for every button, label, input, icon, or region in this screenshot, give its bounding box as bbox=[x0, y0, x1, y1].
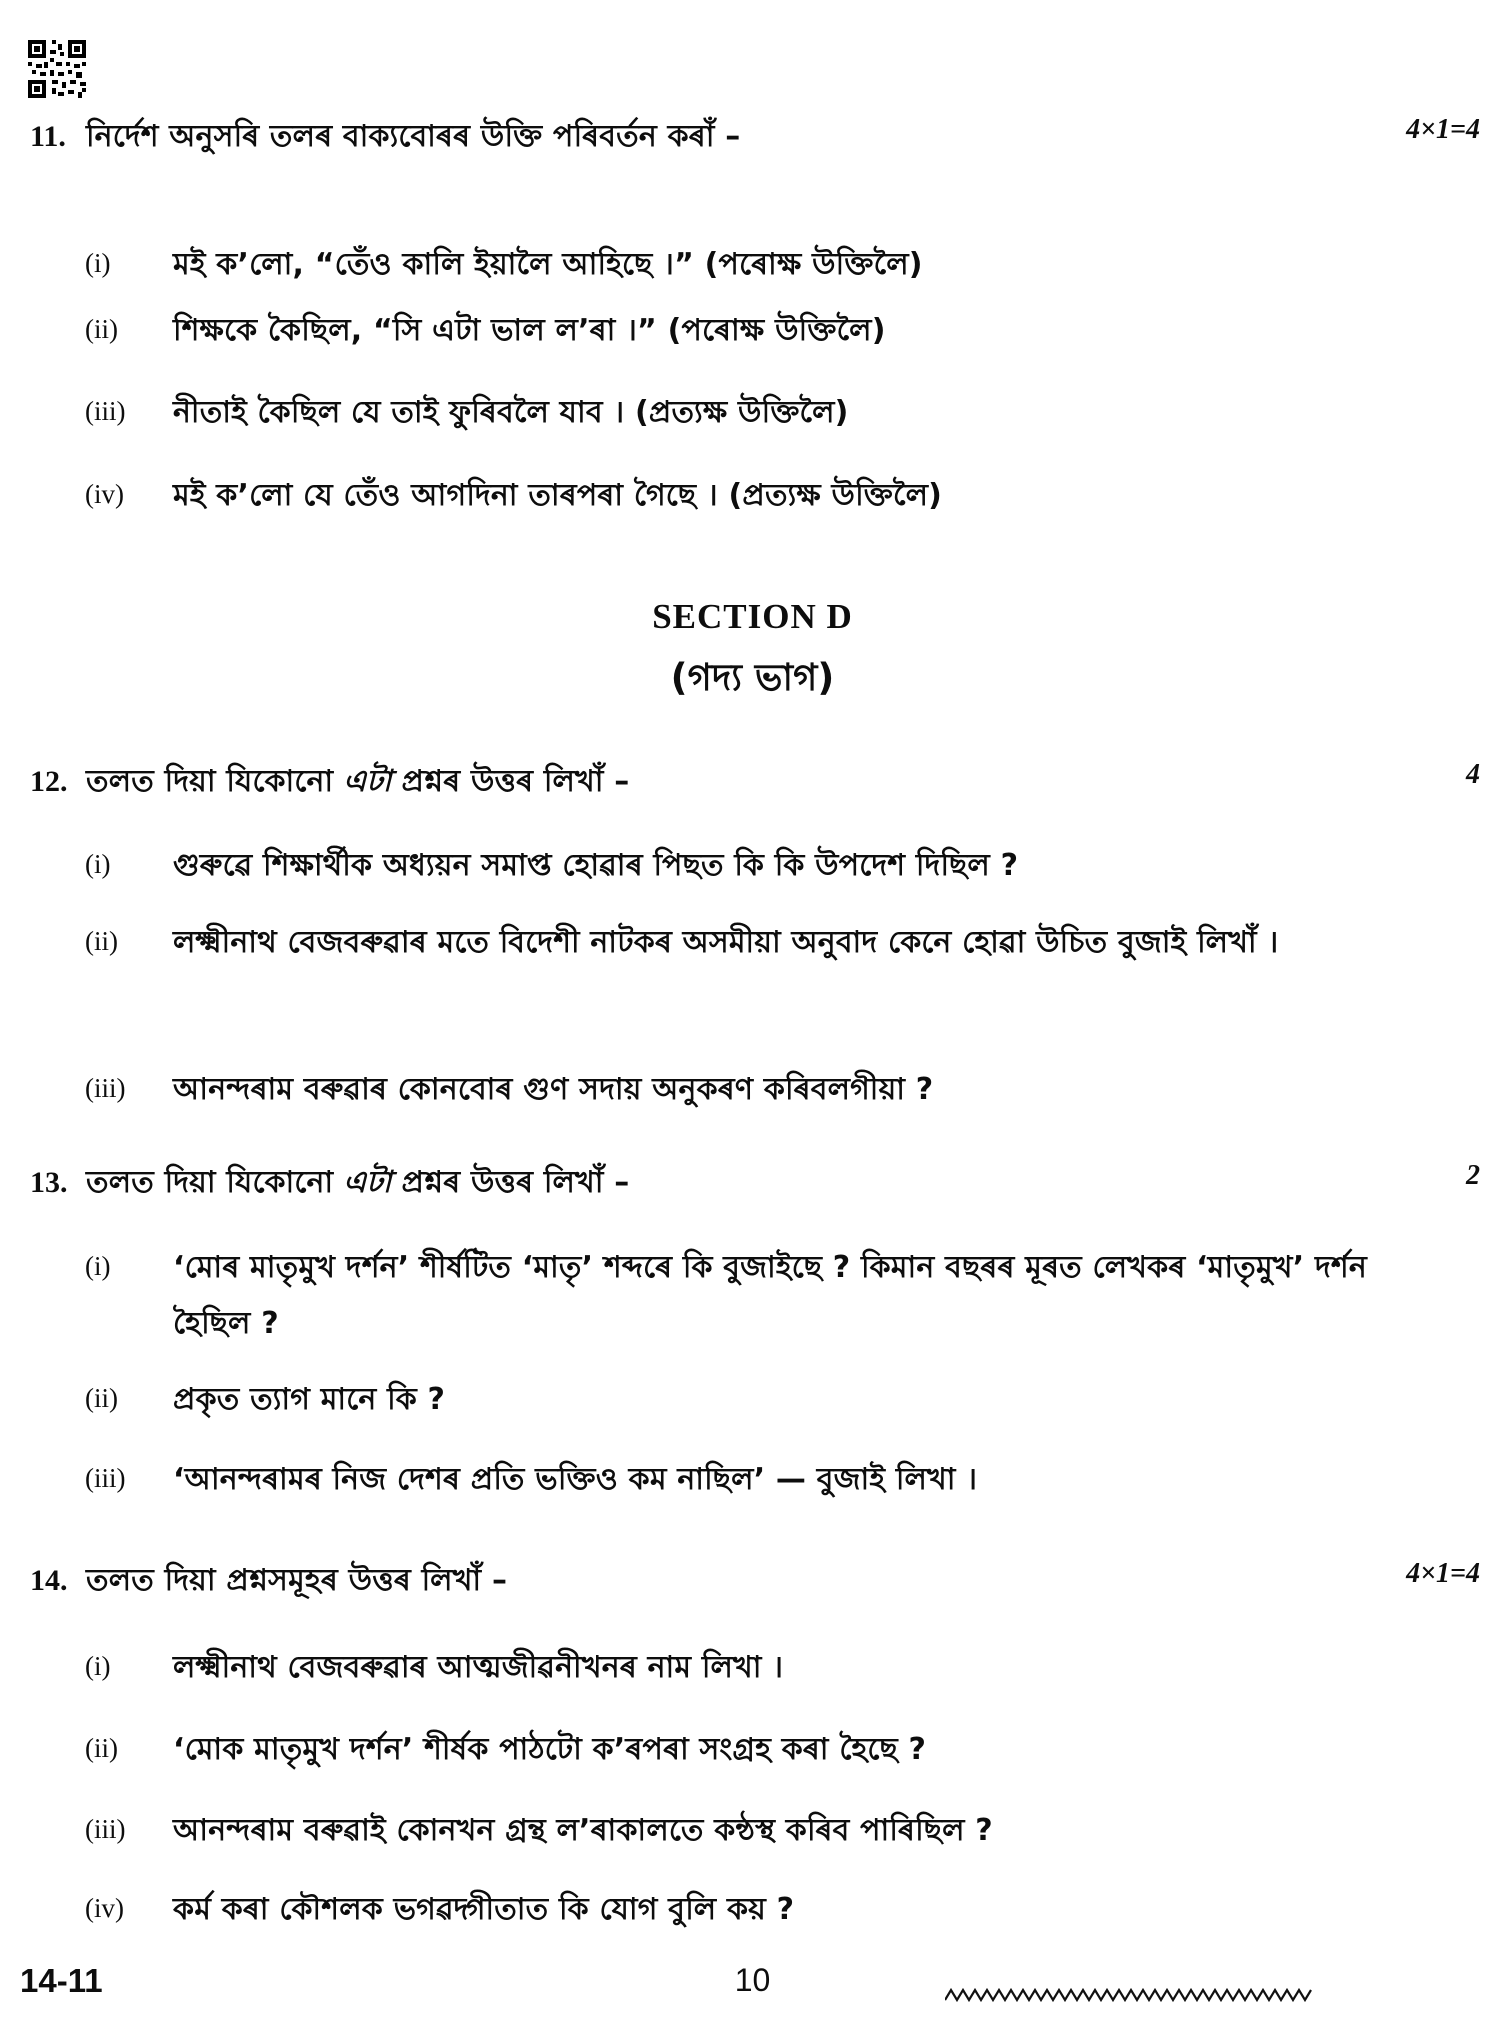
section-title: SECTION D bbox=[652, 597, 853, 636]
paper-code: 14-11 bbox=[20, 1962, 103, 1999]
item-label: (ii) bbox=[85, 1383, 118, 1413]
zigzag-mark-icon bbox=[945, 1984, 1315, 2006]
question-11-item-iii bbox=[85, 385, 1445, 441]
item-label: (iii) bbox=[85, 1814, 126, 1844]
question-13-item-iii bbox=[85, 1452, 1445, 1508]
question-number: 14. bbox=[30, 1564, 68, 1597]
marks-label: 4 bbox=[1466, 759, 1480, 790]
item-text: ‘মোৰ মাতৃমুখ দৰ্শন’ শীৰ্ষটিত ‘মাতৃ’ শব্দৰে কি বুজাইছে ? কিমান বছৰৰ মূৰত লেখকৰ ‘মাতৃমুখ’ দৰ্শন হৈছিল ? bbox=[173, 1250, 1367, 1341]
question-text-post: প্ৰশ্নৰ উত্তৰ লিখাঁ – bbox=[401, 764, 630, 799]
item-text: লক্ষ্মীনাথ বেজবৰুৱাৰ মতে বিদেশী নাটকৰ অসমীয়া অনুবাদ কেনে হোৱা উচিত বুজাই লিখাঁ । bbox=[173, 925, 1279, 960]
question-14-item-i bbox=[85, 1640, 1445, 1696]
item-label: (iv) bbox=[85, 479, 124, 509]
item-label: (iii) bbox=[85, 396, 126, 426]
qr-code-icon bbox=[28, 40, 86, 98]
item-text: কৰ্ম কৰা কৌশলক ভগৱদ্গীতাত কি যোগ বুলি কয় ? bbox=[173, 1892, 795, 1927]
question-14 bbox=[30, 1556, 1480, 1606]
item-label: (iii) bbox=[85, 1463, 126, 1493]
question-13 bbox=[30, 1158, 1480, 1208]
marks-label: 4×1=4 bbox=[1406, 114, 1480, 145]
question-number: 13. bbox=[30, 1166, 68, 1199]
question-text bbox=[86, 757, 1480, 807]
item-label: (i) bbox=[85, 1251, 111, 1281]
item-text: আনন্দৰাম বৰুৱাই কোনখন গ্ৰন্থ ল’ৰাকালতে কন্ঠস্থ কৰিব পাৰিছিল ? bbox=[173, 1813, 993, 1848]
item-text: আনন্দৰাম বৰুৱাৰ কোনবোৰ গুণ সদায় অনুকৰণ কৰিবলগীয়া ? bbox=[173, 1072, 934, 1107]
question-11 bbox=[30, 112, 1480, 162]
item-text: মই ক’লো, “তেঁও কালি ইয়ালৈ আহিছে ।” (পৰোক্ষ উক্তিলৈ) bbox=[173, 247, 923, 282]
question-14-item-iv bbox=[85, 1882, 1445, 1938]
question-14-item-iii bbox=[85, 1803, 1445, 1859]
item-text: লক্ষ্মীনাথ বেজবৰুৱাৰ আত্মজীৱনীখনৰ নাম লিখা । bbox=[173, 1650, 784, 1685]
question-12-item-ii bbox=[85, 915, 1445, 971]
question-11-item-ii bbox=[85, 303, 1445, 359]
item-text: গুৰুৱে শিক্ষাৰ্থীক অধ্যয়ন সমাপ্ত হোৱাৰ পিছত কি কি উপদেশ দিছিল ? bbox=[173, 848, 1019, 883]
question-13-item-i bbox=[85, 1240, 1445, 1352]
item-label: (ii) bbox=[85, 1733, 118, 1763]
question-text-pre: তলত দিয়া যিকোনো bbox=[86, 1165, 334, 1200]
item-label: (iii) bbox=[85, 1073, 126, 1103]
item-text: শিক্ষকে কৈছিল, “সি এটা ভাল ল’ৰা ।” (পৰোক্ষ উক্তিলৈ) bbox=[173, 313, 886, 348]
question-number: 12. bbox=[30, 765, 68, 798]
question-text: নির্দেশ অনুসৰি তলৰ বাক্যবোৰৰ উক্তি পৰিবৰ্তন কৰাঁ – bbox=[86, 119, 741, 154]
item-text: প্ৰকৃত ত্যাগ মানে কি ? bbox=[173, 1382, 446, 1417]
question-text-pre: তলত দিয়া যিকোনো bbox=[86, 764, 334, 799]
question-text-emphasis: এটা bbox=[343, 1165, 392, 1200]
question-text bbox=[86, 1158, 1480, 1208]
item-text: নীতাই কৈছিল যে তাই ফুৰিবলৈ যাব । (প্ৰত্যক্ষ উক্তিলৈ) bbox=[173, 395, 849, 430]
item-text: মই ক’লো যে তেঁও আগদিনা তাৰপৰা গৈছে । (প্ৰত্যক্ষ উক্তিলৈ) bbox=[173, 478, 943, 513]
item-label: (iv) bbox=[85, 1893, 124, 1923]
question-14-item-ii bbox=[85, 1722, 1445, 1778]
question-12 bbox=[30, 757, 1480, 807]
page-number: 10 bbox=[734, 1962, 771, 1998]
marks-label: 2 bbox=[1466, 1160, 1480, 1191]
question-number: 11. bbox=[30, 120, 66, 153]
question-11-item-i bbox=[85, 237, 1445, 293]
section-subtitle: (গদ্য ভাগ) bbox=[670, 656, 835, 699]
item-label: (ii) bbox=[85, 314, 118, 344]
question-12-item-i bbox=[85, 838, 1445, 894]
question-text: তলত দিয়া প্ৰশ্নসমূহৰ উত্তৰ লিখাঁ – bbox=[86, 1563, 508, 1598]
question-text-emphasis: এটা bbox=[343, 764, 392, 799]
question-13-item-ii bbox=[85, 1372, 1445, 1428]
question-text-post: প্ৰশ্নৰ উত্তৰ লিখাঁ – bbox=[401, 1165, 630, 1200]
marks-label: 4×1=4 bbox=[1406, 1558, 1480, 1589]
item-text: ‘আনন্দৰামৰ নিজ দেশৰ প্ৰতি ভক্তিও কম নাছিল’ — বুজাই লিখা । bbox=[173, 1462, 978, 1497]
item-label: (i) bbox=[85, 1651, 111, 1681]
item-label: (ii) bbox=[85, 926, 118, 956]
item-label: (i) bbox=[85, 248, 111, 278]
item-text: ‘মোক মাতৃমুখ দৰ্শন’ শীৰ্ষক পাঠটো ক’ৰপৰা সংগ্ৰহ কৰা হৈছে ? bbox=[173, 1732, 927, 1767]
item-label: (i) bbox=[85, 849, 111, 879]
question-12-item-iii bbox=[85, 1062, 1445, 1118]
question-11-item-iv bbox=[85, 468, 1445, 524]
